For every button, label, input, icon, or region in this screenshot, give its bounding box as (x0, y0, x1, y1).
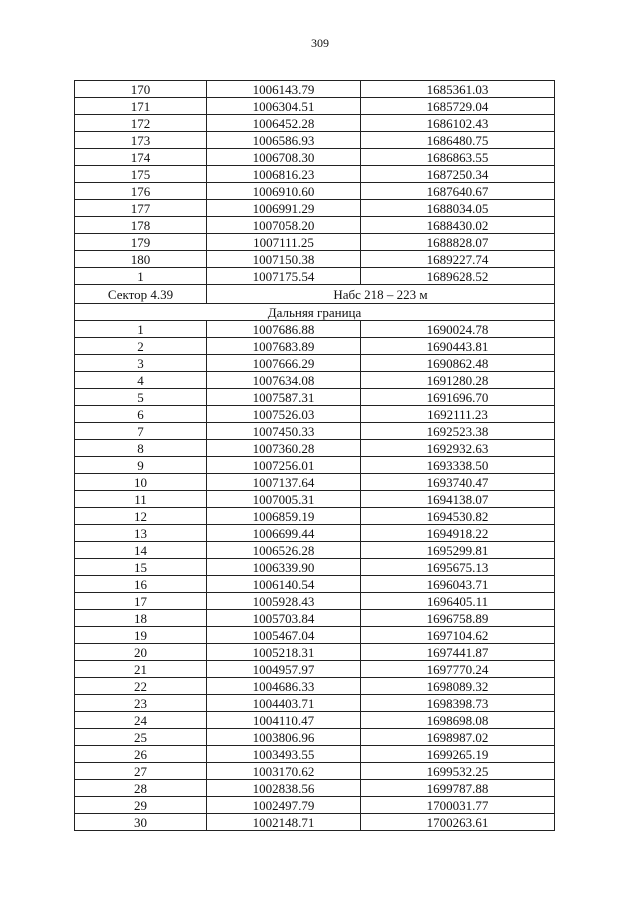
coord-y: 1689227.74 (361, 251, 555, 268)
coord-y: 1688828.07 (361, 234, 555, 251)
point-number: 176 (75, 183, 207, 200)
table-row (75, 268, 555, 285)
coord-y: 1696405.11 (361, 593, 555, 610)
table-row (75, 712, 555, 729)
coord-x: 1006859.19 (207, 508, 361, 525)
coord-y: 1698398.73 (361, 695, 555, 712)
coord-y: 1699265.19 (361, 746, 555, 763)
point-number: 25 (75, 729, 207, 746)
table-row (75, 525, 555, 542)
coord-y: 1696758.89 (361, 610, 555, 627)
point-number: 180 (75, 251, 207, 268)
coord-y: 1692523.38 (361, 423, 555, 440)
table-row (75, 200, 555, 217)
table-row (75, 661, 555, 678)
coord-y: 1697104.62 (361, 627, 555, 644)
table-row (75, 355, 555, 372)
coord-x: 1007111.25 (207, 234, 361, 251)
point-number: 14 (75, 542, 207, 559)
table-row (75, 491, 555, 508)
table-row (75, 780, 555, 797)
table-row (75, 440, 555, 457)
coord-y: 1693338.50 (361, 457, 555, 474)
coord-x: 1002497.79 (207, 797, 361, 814)
coord-x: 1005467.04 (207, 627, 361, 644)
point-number: 4 (75, 372, 207, 389)
point-number: 27 (75, 763, 207, 780)
point-number: 1 (75, 268, 207, 285)
coord-x: 1007587.31 (207, 389, 361, 406)
point-number: 11 (75, 491, 207, 508)
coord-y: 1697770.24 (361, 661, 555, 678)
coord-y: 1688430.02 (361, 217, 555, 234)
coord-y: 1699532.25 (361, 763, 555, 780)
point-number: 174 (75, 149, 207, 166)
table-row (75, 559, 555, 576)
coord-x: 1007360.28 (207, 440, 361, 457)
point-number: 8 (75, 440, 207, 457)
coord-y: 1694918.22 (361, 525, 555, 542)
table-row (75, 389, 555, 406)
coord-y: 1694530.82 (361, 508, 555, 525)
table-row (75, 166, 555, 183)
table-row (75, 678, 555, 695)
table-row (75, 132, 555, 149)
table-row (75, 474, 555, 491)
coord-x: 1007683.89 (207, 338, 361, 355)
point-number: 175 (75, 166, 207, 183)
coord-x: 1007526.03 (207, 406, 361, 423)
section-title: Дальняя граница (75, 304, 555, 321)
coord-y: 1700031.77 (361, 797, 555, 814)
table-row (75, 576, 555, 593)
point-number: 178 (75, 217, 207, 234)
page-number: 309 (311, 36, 329, 50)
point-number: 12 (75, 508, 207, 525)
coord-x: 1006143.79 (207, 81, 361, 98)
point-number: 17 (75, 593, 207, 610)
coord-y: 1686480.75 (361, 132, 555, 149)
point-number: 15 (75, 559, 207, 576)
point-number: 1 (75, 321, 207, 338)
table-row (75, 149, 555, 166)
coord-x: 1006339.90 (207, 559, 361, 576)
coordinates-table (74, 80, 555, 831)
point-number: 21 (75, 661, 207, 678)
sector-row (75, 285, 555, 304)
table-row (75, 183, 555, 200)
coord-x: 1006910.60 (207, 183, 361, 200)
point-number: 179 (75, 234, 207, 251)
coord-y: 1700263.61 (361, 814, 555, 831)
coord-y: 1685361.03 (361, 81, 555, 98)
point-number: 30 (75, 814, 207, 831)
coord-x: 1007058.20 (207, 217, 361, 234)
coord-x: 1006452.28 (207, 115, 361, 132)
table-row (75, 797, 555, 814)
coord-x: 1007256.01 (207, 457, 361, 474)
point-number: 19 (75, 627, 207, 644)
coord-x: 1006816.23 (207, 166, 361, 183)
table-row (75, 115, 555, 132)
coord-x: 1007175.54 (207, 268, 361, 285)
coord-x: 1006526.28 (207, 542, 361, 559)
table-row (75, 627, 555, 644)
coord-x: 1007634.08 (207, 372, 361, 389)
point-number: 173 (75, 132, 207, 149)
coord-y: 1692111.23 (361, 406, 555, 423)
coord-x: 1002838.56 (207, 780, 361, 797)
point-number: 16 (75, 576, 207, 593)
point-number: 170 (75, 81, 207, 98)
coord-x: 1003493.55 (207, 746, 361, 763)
point-number: 22 (75, 678, 207, 695)
table-row (75, 695, 555, 712)
coord-x: 1003806.96 (207, 729, 361, 746)
coord-y: 1690024.78 (361, 321, 555, 338)
table-row (75, 251, 555, 268)
table-row (75, 406, 555, 423)
coord-y: 1686102.43 (361, 115, 555, 132)
coord-y: 1695675.13 (361, 559, 555, 576)
coord-y: 1693740.47 (361, 474, 555, 491)
point-number: 24 (75, 712, 207, 729)
table-row (75, 321, 555, 338)
coord-x: 1007666.29 (207, 355, 361, 372)
coord-x: 1007137.64 (207, 474, 361, 491)
point-number: 5 (75, 389, 207, 406)
table-row (75, 508, 555, 525)
coord-y: 1698698.08 (361, 712, 555, 729)
coord-y: 1690443.81 (361, 338, 555, 355)
table-row (75, 729, 555, 746)
coord-y: 1691696.70 (361, 389, 555, 406)
point-number: 23 (75, 695, 207, 712)
table-row (75, 217, 555, 234)
coord-y: 1688034.05 (361, 200, 555, 217)
table-row (75, 610, 555, 627)
table-row (75, 338, 555, 355)
coord-y: 1694138.07 (361, 491, 555, 508)
point-number: 26 (75, 746, 207, 763)
coord-x: 1005218.31 (207, 644, 361, 661)
sector-label: Сектор 4.39 (75, 285, 207, 304)
table-row (75, 423, 555, 440)
point-number: 13 (75, 525, 207, 542)
coord-x: 1007005.31 (207, 491, 361, 508)
table-row (75, 457, 555, 474)
coord-x: 1006140.54 (207, 576, 361, 593)
coord-x: 1006991.29 (207, 200, 361, 217)
point-number: 9 (75, 457, 207, 474)
point-number: 172 (75, 115, 207, 132)
coord-x: 1006304.51 (207, 98, 361, 115)
coord-y: 1689628.52 (361, 268, 555, 285)
coord-x: 1007686.88 (207, 321, 361, 338)
point-number: 6 (75, 406, 207, 423)
table-row (75, 372, 555, 389)
coord-x: 1004957.97 (207, 661, 361, 678)
coord-x: 1007450.33 (207, 423, 361, 440)
coord-y: 1692932.63 (361, 440, 555, 457)
table-row (75, 234, 555, 251)
coord-x: 1002148.71 (207, 814, 361, 831)
coord-x: 1005703.84 (207, 610, 361, 627)
point-number: 7 (75, 423, 207, 440)
table-row (75, 763, 555, 780)
table-row (75, 98, 555, 115)
coord-y: 1696043.71 (361, 576, 555, 593)
coord-x: 1004403.71 (207, 695, 361, 712)
coord-y: 1697441.87 (361, 644, 555, 661)
coord-x: 1006699.44 (207, 525, 361, 542)
sector-altitude: Набс 218 – 223 м (207, 285, 555, 304)
table-row (75, 746, 555, 763)
point-number: 20 (75, 644, 207, 661)
coord-x: 1004686.33 (207, 678, 361, 695)
coord-x: 1006586.93 (207, 132, 361, 149)
table-row (75, 593, 555, 610)
table-row (75, 644, 555, 661)
point-number: 28 (75, 780, 207, 797)
coord-y: 1687640.67 (361, 183, 555, 200)
coord-x: 1007150.38 (207, 251, 361, 268)
coord-x: 1004110.47 (207, 712, 361, 729)
table-row (75, 542, 555, 559)
point-number: 171 (75, 98, 207, 115)
point-number: 2 (75, 338, 207, 355)
point-number: 10 (75, 474, 207, 491)
coord-y: 1686863.55 (361, 149, 555, 166)
section-title-row (75, 304, 555, 321)
point-number: 29 (75, 797, 207, 814)
point-number: 3 (75, 355, 207, 372)
point-number: 177 (75, 200, 207, 217)
coord-y: 1687250.34 (361, 166, 555, 183)
table-row (75, 81, 555, 98)
coord-x: 1003170.62 (207, 763, 361, 780)
coord-y: 1685729.04 (361, 98, 555, 115)
table-row (75, 814, 555, 831)
coord-y: 1698089.32 (361, 678, 555, 695)
coord-y: 1699787.88 (361, 780, 555, 797)
coord-x: 1005928.43 (207, 593, 361, 610)
coord-y: 1695299.81 (361, 542, 555, 559)
coord-y: 1690862.48 (361, 355, 555, 372)
point-number: 18 (75, 610, 207, 627)
coord-y: 1691280.28 (361, 372, 555, 389)
coord-x: 1006708.30 (207, 149, 361, 166)
coord-y: 1698987.02 (361, 729, 555, 746)
